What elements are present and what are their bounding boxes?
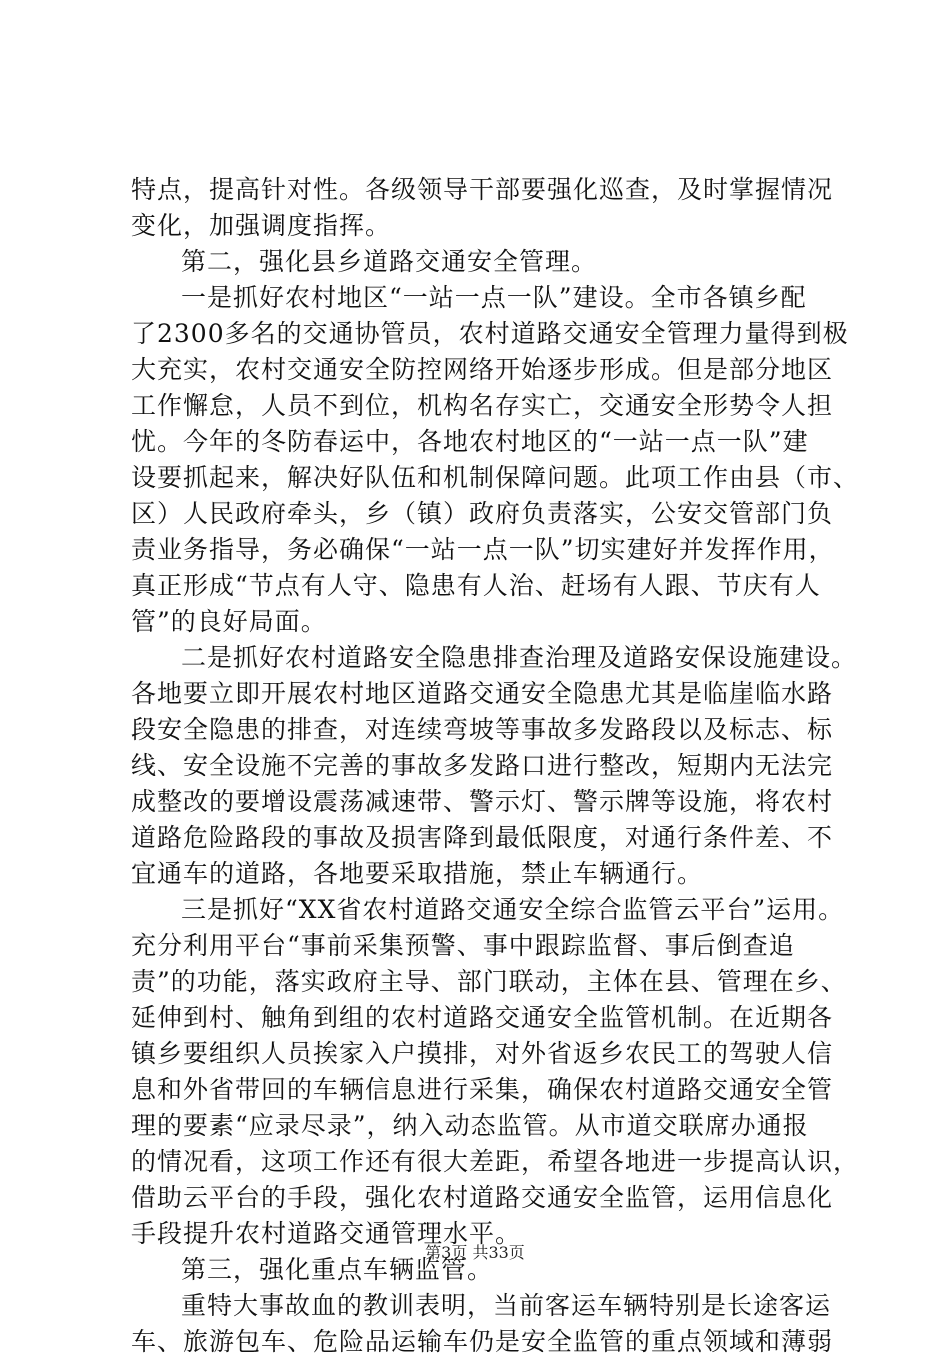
text-line: 变化，加强调度指挥。 bbox=[131, 211, 392, 240]
page-number-footer: 第3页 共33页 bbox=[425, 1243, 525, 1262]
text-line: 充分利用平台“事前采集预警、事中跟踪监督、事后倒查追 bbox=[131, 931, 795, 960]
text-line: 道路危险路段的事故及损害降到最低限度，对通行条件差、不 bbox=[131, 823, 834, 852]
text-line: 责”的功能，落实政府主导、部门联动，主体在县、管理在乡、 bbox=[131, 967, 847, 996]
section-heading: 第三，强化重点车辆监管。 bbox=[181, 1255, 494, 1284]
text-line: 车、旅游包车、危险品运输车仍是安全监管的重点领域和薄弱 bbox=[131, 1327, 834, 1356]
document-body bbox=[131, 172, 860, 1360]
text-line: 的情况看，这项工作还有很大差距，希望各地进一步提高认识， bbox=[131, 1147, 860, 1176]
text-line: 了2300多名的交通协管员，农村道路交通安全管理力量得到极 bbox=[131, 319, 849, 348]
text-line: 息和外省带回的车辆信息进行采集，确保农村道路交通安全管 bbox=[131, 1075, 834, 1104]
text-line: 大充实，农村交通安全防控网络开始逐步形成。但是部分地区 bbox=[131, 355, 834, 384]
text-line: 责业务指导，务必确保“一站一点一队”切实建好并发挥作用， bbox=[131, 535, 835, 564]
paragraph-start: 三是抓好“XX省农村道路交通安全综合监管云平台”运用。 bbox=[181, 895, 845, 924]
text-line: 手段提升农村道路交通管理水平。 bbox=[131, 1219, 522, 1248]
text-line: 区）人民政府牵头，乡（镇）政府负责落实，公安交管部门负 bbox=[131, 499, 834, 528]
text-line: 段安全隐患的排查，对连续弯坡等事故多发路段以及标志、标 bbox=[131, 715, 834, 744]
text-line: 宜通车的道路，各地要采取措施，禁止车辆通行。 bbox=[131, 859, 704, 888]
text-line: 线、安全设施不完善的事故多发路口进行整改，短期内无法完 bbox=[131, 751, 834, 780]
text-line: 特点，提高针对性。各级领导干部要强化巡查，及时掌握情况 bbox=[131, 175, 834, 204]
text-line: 忧。今年的冬防春运中，各地农村地区的“一站一点一队”建 bbox=[131, 427, 809, 456]
text-line: 理的要素“应录尽录”，纳入动态监管。从市道交联席办通报 bbox=[131, 1111, 809, 1140]
text-line: 延伸到村、触角到组的农村道路交通安全监管机制。在近期各 bbox=[131, 1003, 834, 1032]
text-line: 成整改的要增设震荡减速带、警示灯、警示牌等设施，将农村 bbox=[131, 787, 834, 816]
section-heading: 第二，强化县乡道路交通安全管理。 bbox=[181, 247, 598, 276]
text-line: 设要抓起来，解决好队伍和机制保障问题。此项工作由县（市、 bbox=[131, 463, 860, 492]
text-line: 真正形成“节点有人守、隐患有人治、赶场有人跟、节庆有人 bbox=[131, 571, 821, 600]
text-line: 管”的良好局面。 bbox=[131, 607, 327, 636]
paragraph-start: 重特大事故血的教训表明，当前客运车辆特别是长途客运 bbox=[181, 1291, 832, 1320]
text-line: 工作懈怠，人员不到位，机构名存实亡，交通安全形势令人担 bbox=[131, 391, 834, 420]
text-line: 镇乡要组织人员挨家入户摸排，对外省返乡农民工的驾驶人信 bbox=[131, 1039, 834, 1068]
text-line: 借助云平台的手段，强化农村道路交通安全监管，运用信息化 bbox=[131, 1183, 834, 1212]
paragraph-start: 二是抓好农村道路安全隐患排查治理及道路安保设施建设。 bbox=[181, 643, 858, 672]
text-line: 各地要立即开展农村地区道路交通安全隐患尤其是临崖临水路 bbox=[131, 679, 834, 708]
paragraph-start: 一是抓好农村地区“一站一点一队”建设。全市各镇乡配 bbox=[181, 283, 807, 312]
